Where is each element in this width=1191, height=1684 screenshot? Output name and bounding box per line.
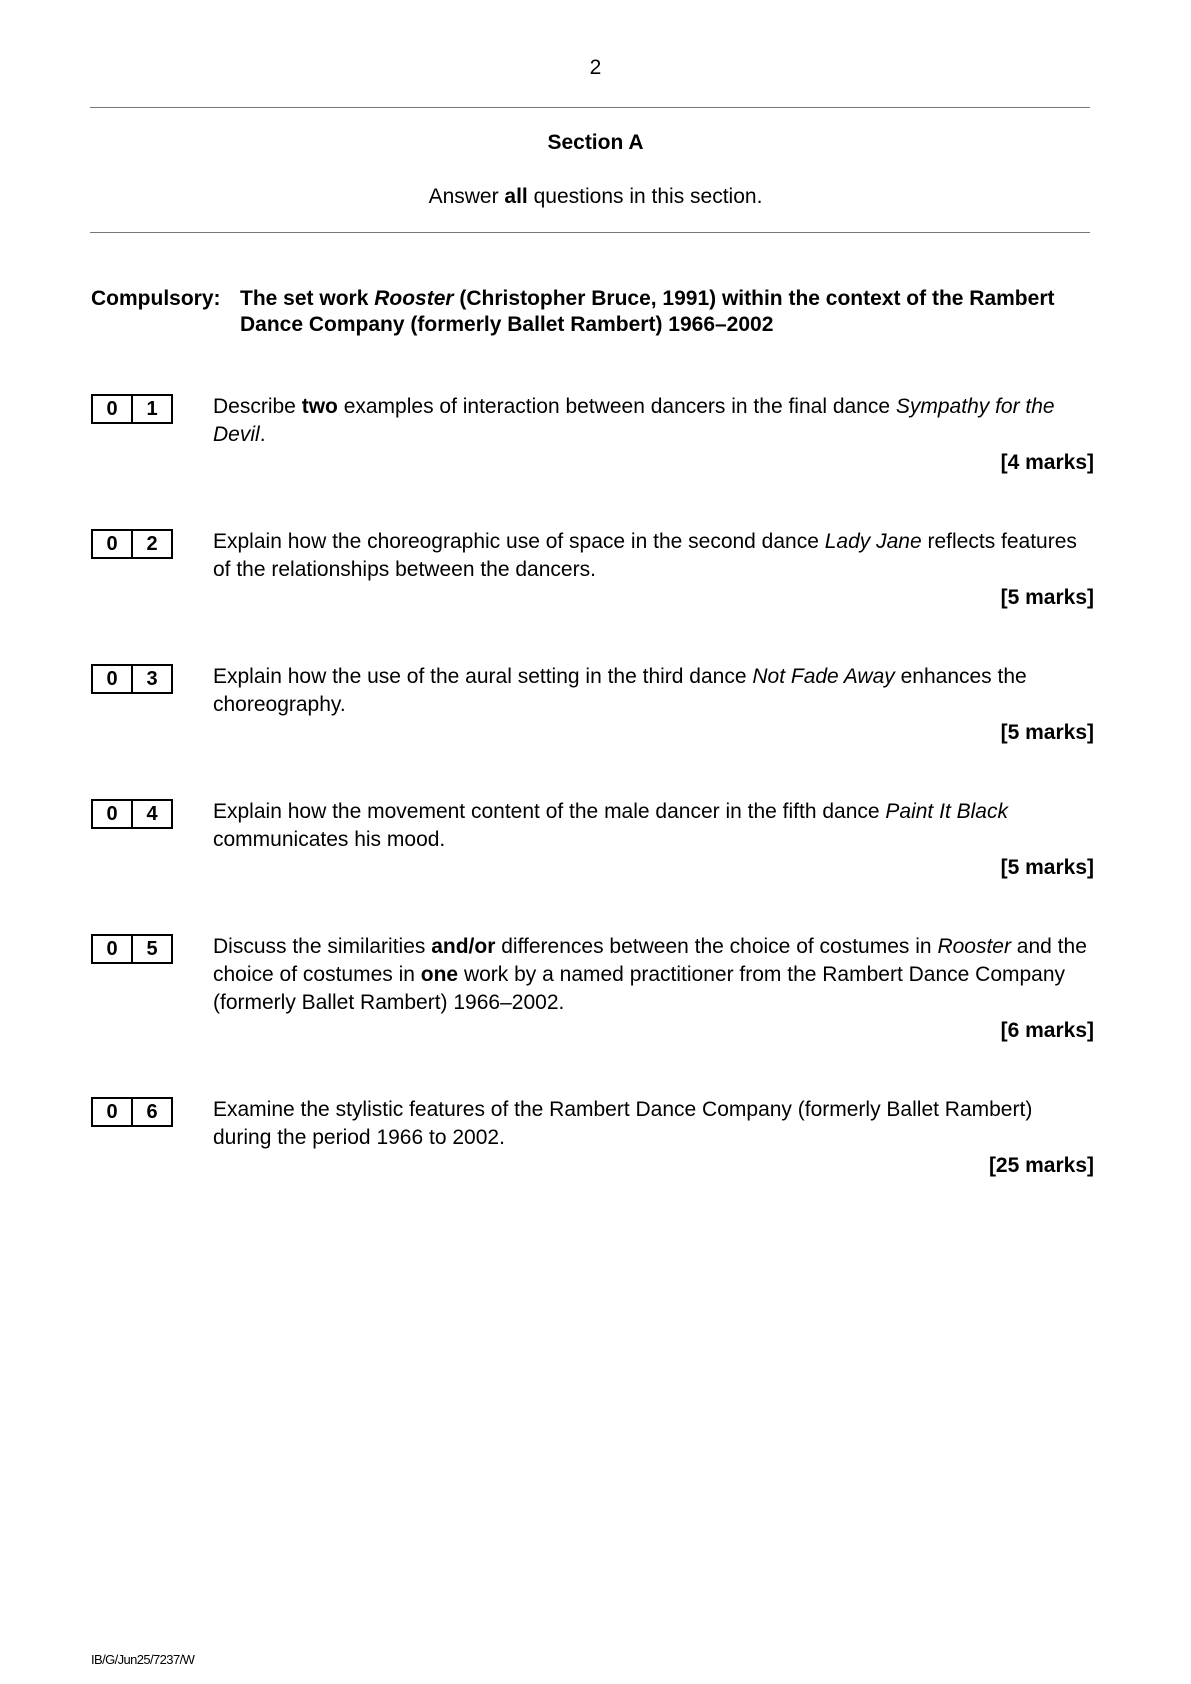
question-number-digit: 3 (131, 666, 171, 692)
question-text (213, 393, 1093, 449)
question-text-segment: enhances the choreography. (213, 665, 1027, 716)
bottom-divider (90, 232, 1090, 233)
question-text-segment: work by a named practitioner from the Rambert Dance Company (formerly Ballet Rambert) 1966–2002. (213, 963, 1066, 1014)
question-text-segment: Not Fade Away (752, 665, 895, 688)
compulsory-topic (240, 286, 1090, 338)
question-marks: [6 marks] (1000, 1019, 1094, 1042)
question-text-segment: Explain how the choreographic use of space in the second dance (213, 530, 825, 553)
question-number-box (91, 529, 173, 559)
question-text-segment: Explain how the movement content of the male dancer in the fifth dance (213, 800, 886, 823)
question-text-segment: Sympathy for the Devil (213, 395, 1055, 446)
instruction-text-after: questions in this section. (527, 185, 763, 208)
question-number-digit: 5 (131, 936, 171, 962)
question-marks: [5 marks] (1000, 856, 1094, 879)
question-text-segment: Paint It Black (885, 800, 1008, 823)
top-divider (90, 107, 1090, 108)
question-number-digit: 0 (106, 398, 118, 420)
question-number-box (91, 799, 173, 829)
question-number-box (91, 1097, 173, 1127)
page-number: 2 (589, 56, 602, 79)
question-text (213, 1096, 1093, 1152)
question-text-segment: Lady Jane (824, 530, 922, 553)
instruction-text-emphasis: all (504, 185, 528, 208)
question-number-digit: 1 (131, 396, 171, 422)
topic-set-work-title: Rooster (374, 287, 454, 310)
question-text-segment: Examine the stylistic features of the Rambert Dance Company (formerly Ballet Rambert) during the period 1966 to 2002. (213, 1098, 1033, 1149)
question-number-box (91, 934, 173, 964)
question-marks: [5 marks] (1000, 586, 1094, 609)
question-text-segment: Explain how the use of the aural setting in the third dance (213, 665, 753, 688)
question-text-segment: differences between the choice of costumes in (495, 935, 938, 958)
question-number-digit: 2 (131, 531, 171, 557)
question-number-digit: 0 (106, 668, 118, 690)
question-number-box (91, 664, 173, 694)
question-marks: [5 marks] (1000, 721, 1094, 744)
instruction-text-before: Answer (428, 185, 505, 208)
section-instruction (0, 185, 1191, 209)
question-text-segment: and/or (431, 935, 496, 958)
question-text (213, 933, 1093, 1017)
topic-text-end: (Christopher Bruce, 1991) within the context of the Rambert Dance Company (formerly Ballet Rambert) 1966–2002 (240, 287, 1055, 336)
question-number-digit: 0 (106, 533, 118, 555)
question-number-digit: 0 (106, 938, 118, 960)
question-number-digit: 6 (131, 1099, 171, 1125)
question-marks: [25 marks] (988, 1154, 1094, 1177)
question-text-segment: two (301, 395, 338, 418)
question-text-segment: and the choice of costumes in (213, 935, 1087, 986)
compulsory-label: Compulsory: (91, 287, 221, 310)
question-text-segment: Discuss the similarities (213, 935, 432, 958)
question-number-digit: 4 (131, 801, 171, 827)
question-text (213, 528, 1093, 584)
question-number-box (91, 394, 173, 424)
question-text-segment: examples of interaction between dancers in the final dance (337, 395, 896, 418)
question-number-digit: 0 (106, 803, 118, 825)
question-number-digit: 0 (106, 1101, 118, 1123)
section-title: Section A (547, 131, 644, 154)
question-text (213, 663, 1093, 719)
question-text-segment: . (259, 423, 266, 446)
question-text-segment: reflects features of the relationships between the dancers. (213, 530, 1077, 581)
question-marks: [4 marks] (1000, 451, 1094, 474)
question-text-segment: one (420, 963, 459, 986)
question-text-segment: Rooster (937, 935, 1011, 958)
topic-text-start: The set work (240, 287, 375, 310)
question-text-segment: communicates his mood. (213, 828, 446, 851)
question-text (213, 798, 1093, 854)
question-text-segment: Describe (213, 395, 302, 418)
footer-code: IB/G/Jun25/7237/W (91, 1652, 195, 1667)
